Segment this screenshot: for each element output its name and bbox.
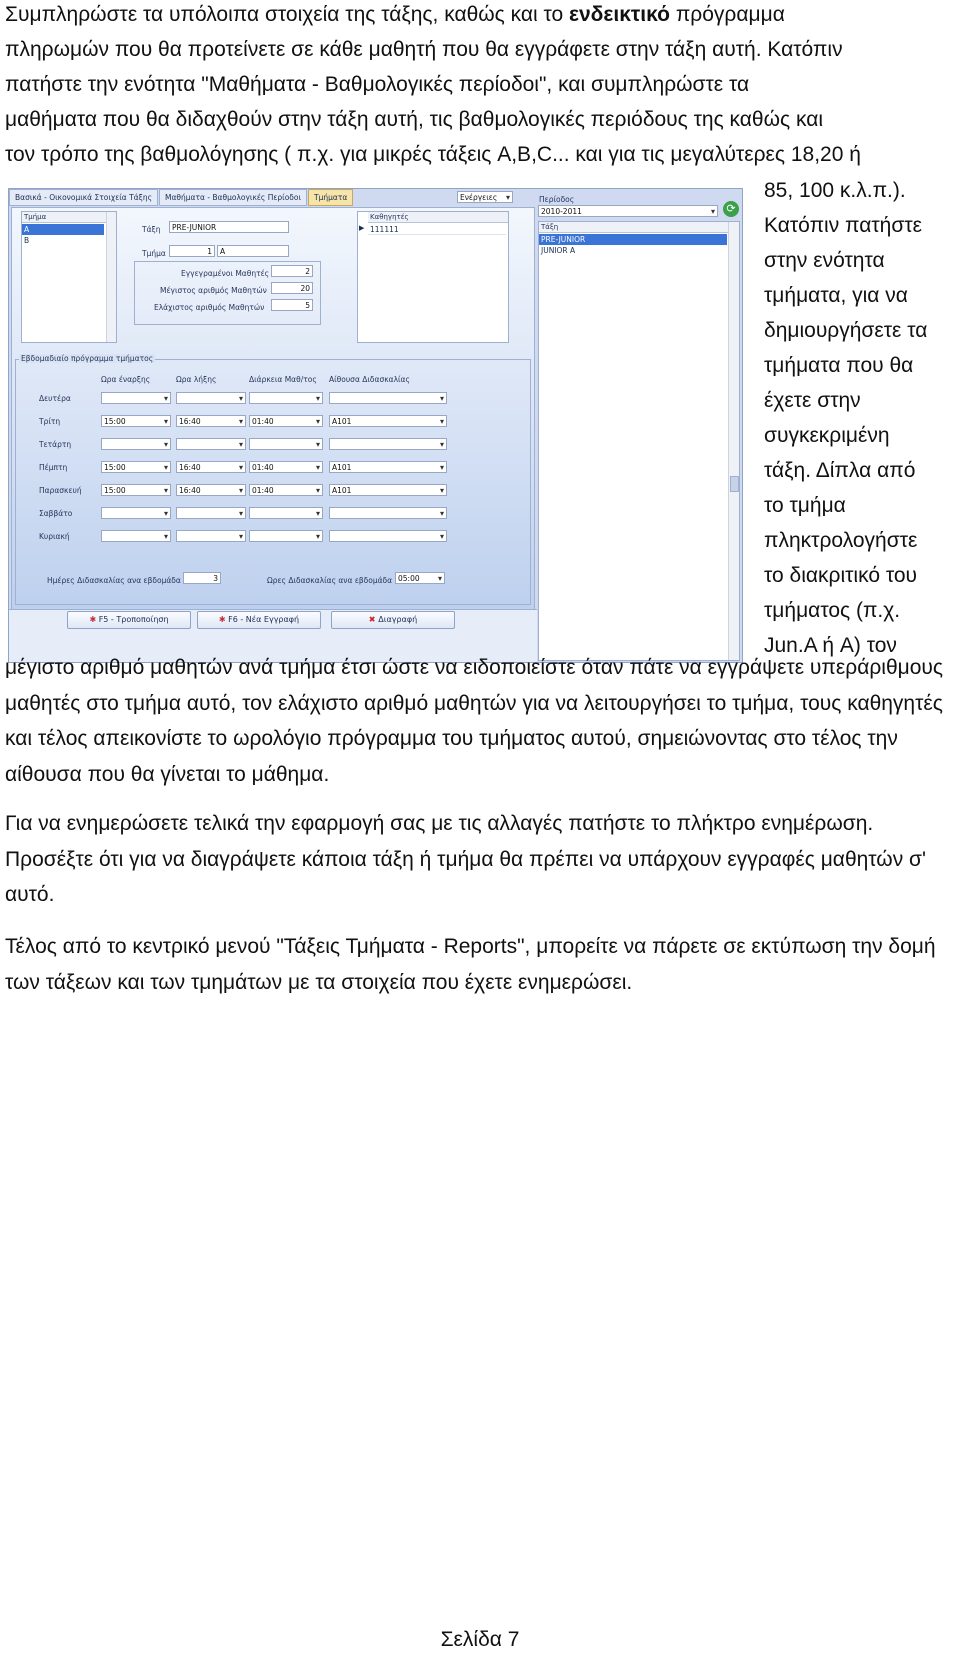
- schedule-room-field[interactable]: A101 ▾: [329, 484, 447, 496]
- delete-button[interactable]: [331, 611, 455, 629]
- schedule-end-field[interactable]: [176, 438, 246, 450]
- wrap-line: Κατόπιν πατήστε: [764, 214, 922, 237]
- schedule-dur-field[interactable]: 01:40 ▾: [249, 461, 323, 473]
- actions-combo[interactable]: Ενέργειες ▾: [457, 191, 513, 203]
- list-item[interactable]: PRE-JUNIOR: [539, 234, 727, 245]
- list-item[interactable]: JUNIOR A: [541, 246, 576, 255]
- class-label: Τάξη: [142, 225, 161, 234]
- edit-button-label: F5 - Τροποποίηση: [98, 615, 169, 624]
- new-button-label: F6 - Νέα Εγγραφή: [228, 615, 300, 624]
- wrap-line: τάξη. Δίπλα από: [764, 459, 916, 482]
- enrolled-field[interactable]: 2: [271, 265, 313, 277]
- schedule-dur-field[interactable]: [249, 438, 323, 450]
- min-students-label: Ελάχιστος αριθμός Μαθητών: [154, 303, 265, 312]
- schedule-start-field[interactable]: 15:00 ▾: [101, 484, 171, 496]
- wrap-line: δημιουργήσετε τα: [764, 319, 928, 342]
- new-record-button[interactable]: [197, 611, 321, 629]
- days-per-week-label: Ημέρες Διδασκαλίας ανα εβδομάδα: [47, 576, 181, 585]
- table-row[interactable]: 111111: [368, 224, 506, 235]
- new-icon: ✱: [218, 615, 229, 624]
- schedule-start-field[interactable]: [101, 438, 171, 450]
- embedded-app-screenshot: [8, 188, 743, 663]
- col-start-header: Ωρα έναρξης: [101, 375, 151, 384]
- paragraph-continuation: μέγιστο αριθμό μαθητών ανά τμήμα έτσι ώστε να ειδοποιείστε όταν πάτε να εγγράψετε υπεράριθμους μαθητές στο τμήμα αυτό, τον ελάχιστο αριθμό μαθητών για να λειτουργήσει το τμήμα, τους καθηγητές και τέλος απεικονίστε το ωρολόγιο πρόγραμμα του τμήματος αυτού, σημειώνοντας στο τέλος την αίθουσα που θα γίνεται το μάθημα.: [5, 656, 944, 786]
- wrap-line: το τμήμα: [764, 494, 846, 517]
- day-label: Δευτέρα: [39, 394, 71, 403]
- tab-basic-financial[interactable]: Βασικά - Οικονομικά Στοιχεία Τάξης: [9, 189, 158, 206]
- day-label: Κυριακή: [39, 532, 70, 541]
- delete-icon: ✖: [368, 615, 379, 624]
- section-number-field[interactable]: 1: [169, 245, 215, 257]
- wrap-line: έχετε στην: [764, 389, 861, 412]
- schedule-end-field[interactable]: 16:40 ▾: [176, 461, 246, 473]
- scrollbar[interactable]: [106, 212, 116, 342]
- wrap-line: τμήματα, για να: [764, 284, 908, 307]
- schedule-start-field[interactable]: [101, 392, 171, 404]
- schedule-dur-field[interactable]: [249, 507, 323, 519]
- tab-sections[interactable]: Τμήματα: [308, 189, 353, 206]
- class-list-header: Τάξη: [539, 222, 739, 233]
- wrap-line: στην ενότητα: [764, 249, 885, 272]
- day-label: Πέμπτη: [39, 463, 68, 472]
- text-line-3: πατήστε την ενότητα "Μαθήματα - Βαθμολογικές περίοδοι", και συμπληρώστε τα: [5, 73, 750, 96]
- text-line-5: τον τρόπο της βαθμολόγησης ( π.χ. για μικρές τάξεις A,B,C... και για τις μεγαλύτερες 18,20 ή: [5, 143, 861, 166]
- max-students-field[interactable]: 20: [271, 282, 313, 294]
- schedule-dur-field[interactable]: 01:40 ▾: [249, 415, 323, 427]
- section-list: [21, 211, 117, 343]
- teachers-header: Καθηγητές: [368, 212, 508, 223]
- wrap-line: τμήματος (π.χ.: [764, 599, 901, 622]
- wrap-line: Jun.A ή A) τον: [764, 634, 897, 657]
- col-duration-header: Διάρκεια Μαθ/τος: [249, 375, 317, 384]
- min-students-field[interactable]: 5: [271, 299, 313, 311]
- schedule-end-field[interactable]: [176, 507, 246, 519]
- wrap-line: 85, 100 κ.λ.π.).: [764, 179, 906, 202]
- col-room-header: Αίθουσα Διδασκαλίας: [329, 375, 410, 384]
- hours-per-week-label: Ωρες Διδασκαλίας ανα εβδομάδα: [267, 576, 393, 585]
- schedule-start-field[interactable]: 15:00 ▾: [101, 461, 171, 473]
- list-item[interactable]: B: [24, 236, 30, 245]
- period-label: Περίοδος: [539, 195, 575, 204]
- schedule-end-field[interactable]: 16:40 ▾: [176, 415, 246, 427]
- schedule-room-field[interactable]: A101 ▾: [329, 415, 447, 427]
- class-list: [538, 221, 740, 661]
- hours-per-week-field[interactable]: 05:00 ▾: [395, 572, 445, 584]
- edit-button[interactable]: [67, 611, 191, 629]
- day-label: Τετάρτη: [39, 440, 72, 449]
- section-list-header: Τμήμα: [22, 212, 116, 223]
- schedule-room-field[interactable]: [329, 530, 447, 542]
- period-select[interactable]: 2010-2011 ▾: [538, 205, 718, 217]
- text-line-2: πληρωμών που θα προτείνετε σε κάθε μαθητή που θα εγγράφετε στην τάξη αυτή. Κατόπιν: [5, 38, 843, 61]
- schedule-start-field[interactable]: 15:00 ▾: [101, 415, 171, 427]
- text-line-1: Συμπληρώστε τα υπόλοιπα στοιχεία της τάξης, καθώς και το ενδεικτικό πρόγραμμα: [5, 3, 785, 26]
- row-pointer-icon: ▶: [359, 224, 365, 232]
- wrap-line: το διακριτικό του: [764, 564, 917, 587]
- text-line-4: μαθήματα που θα διδαχθούν στην τάξη αυτή, τις βαθμολογικές περιόδους της καθώς και: [5, 108, 824, 131]
- scrollbar[interactable]: [728, 222, 739, 660]
- enrolled-label: Εγγεγραμένοι Μαθητές: [181, 269, 270, 278]
- schedule-dur-field[interactable]: [249, 392, 323, 404]
- schedule-room-field[interactable]: [329, 438, 447, 450]
- schedule-title: Εβδομαδιαίο πρόγραμμα τμήματος: [21, 354, 154, 363]
- schedule-dur-field[interactable]: [249, 530, 323, 542]
- day-label: Τρίτη: [39, 417, 61, 426]
- days-per-week-field[interactable]: 3: [183, 572, 221, 584]
- schedule-end-field[interactable]: 16:40 ▾: [176, 484, 246, 496]
- class-field[interactable]: PRE-JUNIOR: [169, 221, 289, 233]
- section-code-field[interactable]: A: [217, 245, 289, 257]
- page-number: Σελίδα 7: [440, 1628, 520, 1651]
- tab-courses-periods[interactable]: Μαθήματα - Βαθμολογικές Περίοδοι: [159, 189, 307, 206]
- section-label: Τμήμα: [142, 249, 166, 258]
- schedule-start-field[interactable]: [101, 530, 171, 542]
- schedule-room-field[interactable]: [329, 392, 447, 404]
- day-label: Παρασκευή: [39, 486, 82, 495]
- wrap-line: τμήματα που θα: [764, 354, 914, 377]
- paragraph-reports: Τέλος από το κεντρικό μενού "Τάξεις Τμήματα - Reports", μπορείτε να πάρετε σε εκτύπωση την δομή των τάξεων και των τμημάτων με τα στοιχεία που έχετε ενημερώσει.: [5, 935, 936, 994]
- teachers-grid: [357, 211, 509, 343]
- max-students-label: Μέγιστος αριθμός Μαθητών: [160, 286, 267, 295]
- wrap-line: πληκτρολογήστε: [764, 529, 918, 552]
- delete-button-label: Διαγραφή: [378, 615, 418, 624]
- wrap-line: συγκεκριμένη: [764, 424, 890, 447]
- edit-icon: ✱: [89, 615, 99, 624]
- schedule-end-field[interactable]: [176, 530, 246, 542]
- schedule-start-field[interactable]: [101, 507, 171, 519]
- col-end-header: Ωρα λήξης: [176, 375, 217, 384]
- paragraph-update: Για να ενημερώσετε τελικά την εφαρμογή σας με τις αλλαγές πατήστε το πλήκτρο ενημέρωση. Προσέξτε ότι για να διαγράψετε κάποια τάξη ή τμήμα θα πρέπει να υπάρχουν εγγραφές μαθητών σ' αυτό.: [5, 812, 926, 906]
- list-item[interactable]: A: [22, 224, 104, 235]
- schedule-dur-field[interactable]: 01:40 ▾: [249, 484, 323, 496]
- schedule-end-field[interactable]: [176, 392, 246, 404]
- refresh-icon[interactable]: ⟳: [723, 201, 739, 217]
- day-label: Σαββάτο: [39, 509, 73, 518]
- schedule-room-field[interactable]: [329, 507, 447, 519]
- schedule-room-field[interactable]: A101 ▾: [329, 461, 447, 473]
